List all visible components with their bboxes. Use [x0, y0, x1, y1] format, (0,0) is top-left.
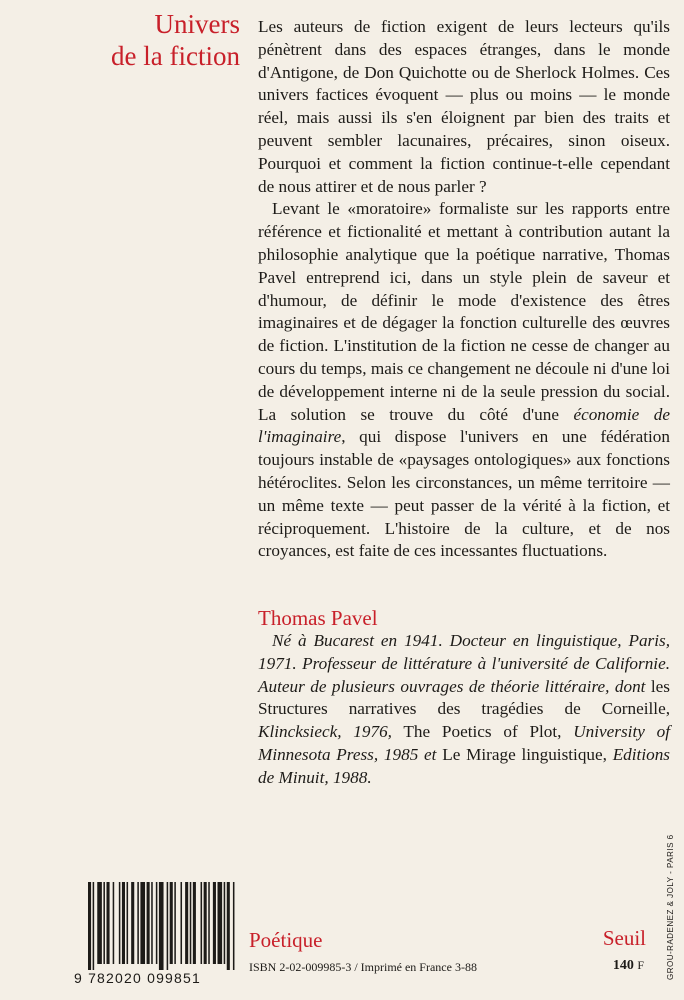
price-value: 140: [612, 958, 634, 973]
series-name: Poétique: [249, 928, 323, 952]
barcode-bar: [156, 882, 158, 964]
barcode-bar: [119, 882, 121, 964]
barcode-bar: [204, 882, 207, 964]
barcode-bar: [224, 882, 226, 964]
barcode-bar: [107, 882, 110, 964]
barcode-bar: [113, 882, 115, 964]
barcode-bar: [170, 882, 173, 964]
barcode-bar: [190, 882, 192, 964]
blurb-text: [258, 16, 670, 563]
barcode-bar: [147, 882, 150, 964]
barcode-bar: [97, 882, 102, 964]
barcode-bar: [233, 882, 235, 970]
blurb-p2-emphasis: économie de l'imaginaire: [258, 404, 670, 447]
author-name: Thomas Pavel: [258, 606, 378, 630]
barcode-bar: [140, 882, 145, 964]
title-line-2: de la fiction: [111, 41, 240, 71]
barcode-bar: [227, 882, 230, 970]
blurb-paragraph-2: [258, 198, 670, 563]
barcode-bar: [218, 882, 223, 964]
barcode-bar: [208, 882, 210, 964]
isbn-line: ISBN 2-02-009985-3 / Imprimé en France 3-88: [249, 960, 477, 974]
barcode-bar: [159, 882, 164, 970]
printer-credit: GROU-RADENEZ & JOLY - PARIS 6: [666, 834, 675, 980]
blurb-p2-part-b: , qui dispose l'univers en une fédération toujours instable de «paysages ontologiques» aux fonctions hétéroclites. Selon les circonstances, un même territoire — un même texte — peut passer de la vérité à la fiction, et réciproquement. L'histoire de la culture, et de nos croyances, est faite de ces incessantes fluctuations.: [258, 427, 670, 561]
bio-part-1: Né à Bucarest en 1941. Docteur en linguistique, Paris, 1971. Professeur de littérature à l'université de Californie. Auteur de plusieurs ouvrages de théorie littéraire, dont: [258, 631, 670, 696]
barcode-bar: [174, 882, 176, 964]
barcode: [88, 882, 236, 970]
barcode-bar: [137, 882, 139, 964]
barcode-bar: [167, 882, 169, 970]
barcode-bar: [185, 882, 188, 964]
title-line-1: Univers: [154, 9, 240, 39]
author-bio: [258, 630, 670, 790]
blurb-paragraph-1: Les auteurs de fiction exigent de leurs lecteurs qu'ils pénètrent dans des espaces étranges, dans le monde d'Antigone, de Don Quichotte ou de Sherlock Holmes. Ces univers factices évoquent — plus ou moins — le monde réel, mais aussi ils s'en éloignent par bien des traits et peuvent sembler lacunaires, précaires, sinon oiseux. Pourquoi et comment la fiction continue-t-elle cependant de nous attirer et de nous parler ?: [258, 17, 670, 196]
barcode-bar: [127, 882, 129, 964]
barcode-bar: [201, 882, 203, 964]
barcode-bar: [131, 882, 134, 964]
price: [613, 958, 644, 974]
bio-part-7: Editions de Minuit, 1988.: [258, 744, 670, 787]
barcode-number: 9 782020 099851: [74, 970, 201, 986]
barcode-bar: [193, 882, 196, 964]
bio-part-5: University of Minnesota Press, 1985 et: [258, 722, 670, 764]
barcode-bar: [122, 882, 125, 964]
publisher-name: Seuil: [602, 926, 646, 950]
bio-part-2: les Structures narratives des tragédies de Corneille,: [258, 676, 671, 719]
bio-part-3: Klincksieck, 1976,: [258, 722, 392, 742]
barcode-bar: [181, 882, 183, 964]
book-title: [70, 8, 240, 72]
bio-part-6: Le Mirage linguistique,: [436, 744, 613, 764]
barcode-bar: [213, 882, 216, 964]
barcode-bar: [93, 882, 95, 970]
barcode-bar: [151, 882, 153, 964]
price-unit: F: [637, 958, 644, 972]
barcode-bar: [103, 882, 105, 964]
barcode-bar: [88, 882, 91, 970]
blurb-p2-part-a: Levant le «moratoire» formaliste sur les rapports entre référence et fictionalité et mettant à contribution autant la philosophie analytique que la poétique narrative, Thomas Pavel entreprend ici, dans un style plein de saveur et d'humour, de définir le mode d'existence des êtres imaginaires et de dégager la fonction culturelle des œuvres de fiction. L'institution de la fiction ne cesse de changer au cours du temps, mais ce changement ne découle ni d'une loi de développement interne ni de la seule pression du social. La solution se trouve du côté d'une: [258, 199, 670, 424]
bio-part-4: The Poetics of Plot,: [391, 722, 574, 742]
